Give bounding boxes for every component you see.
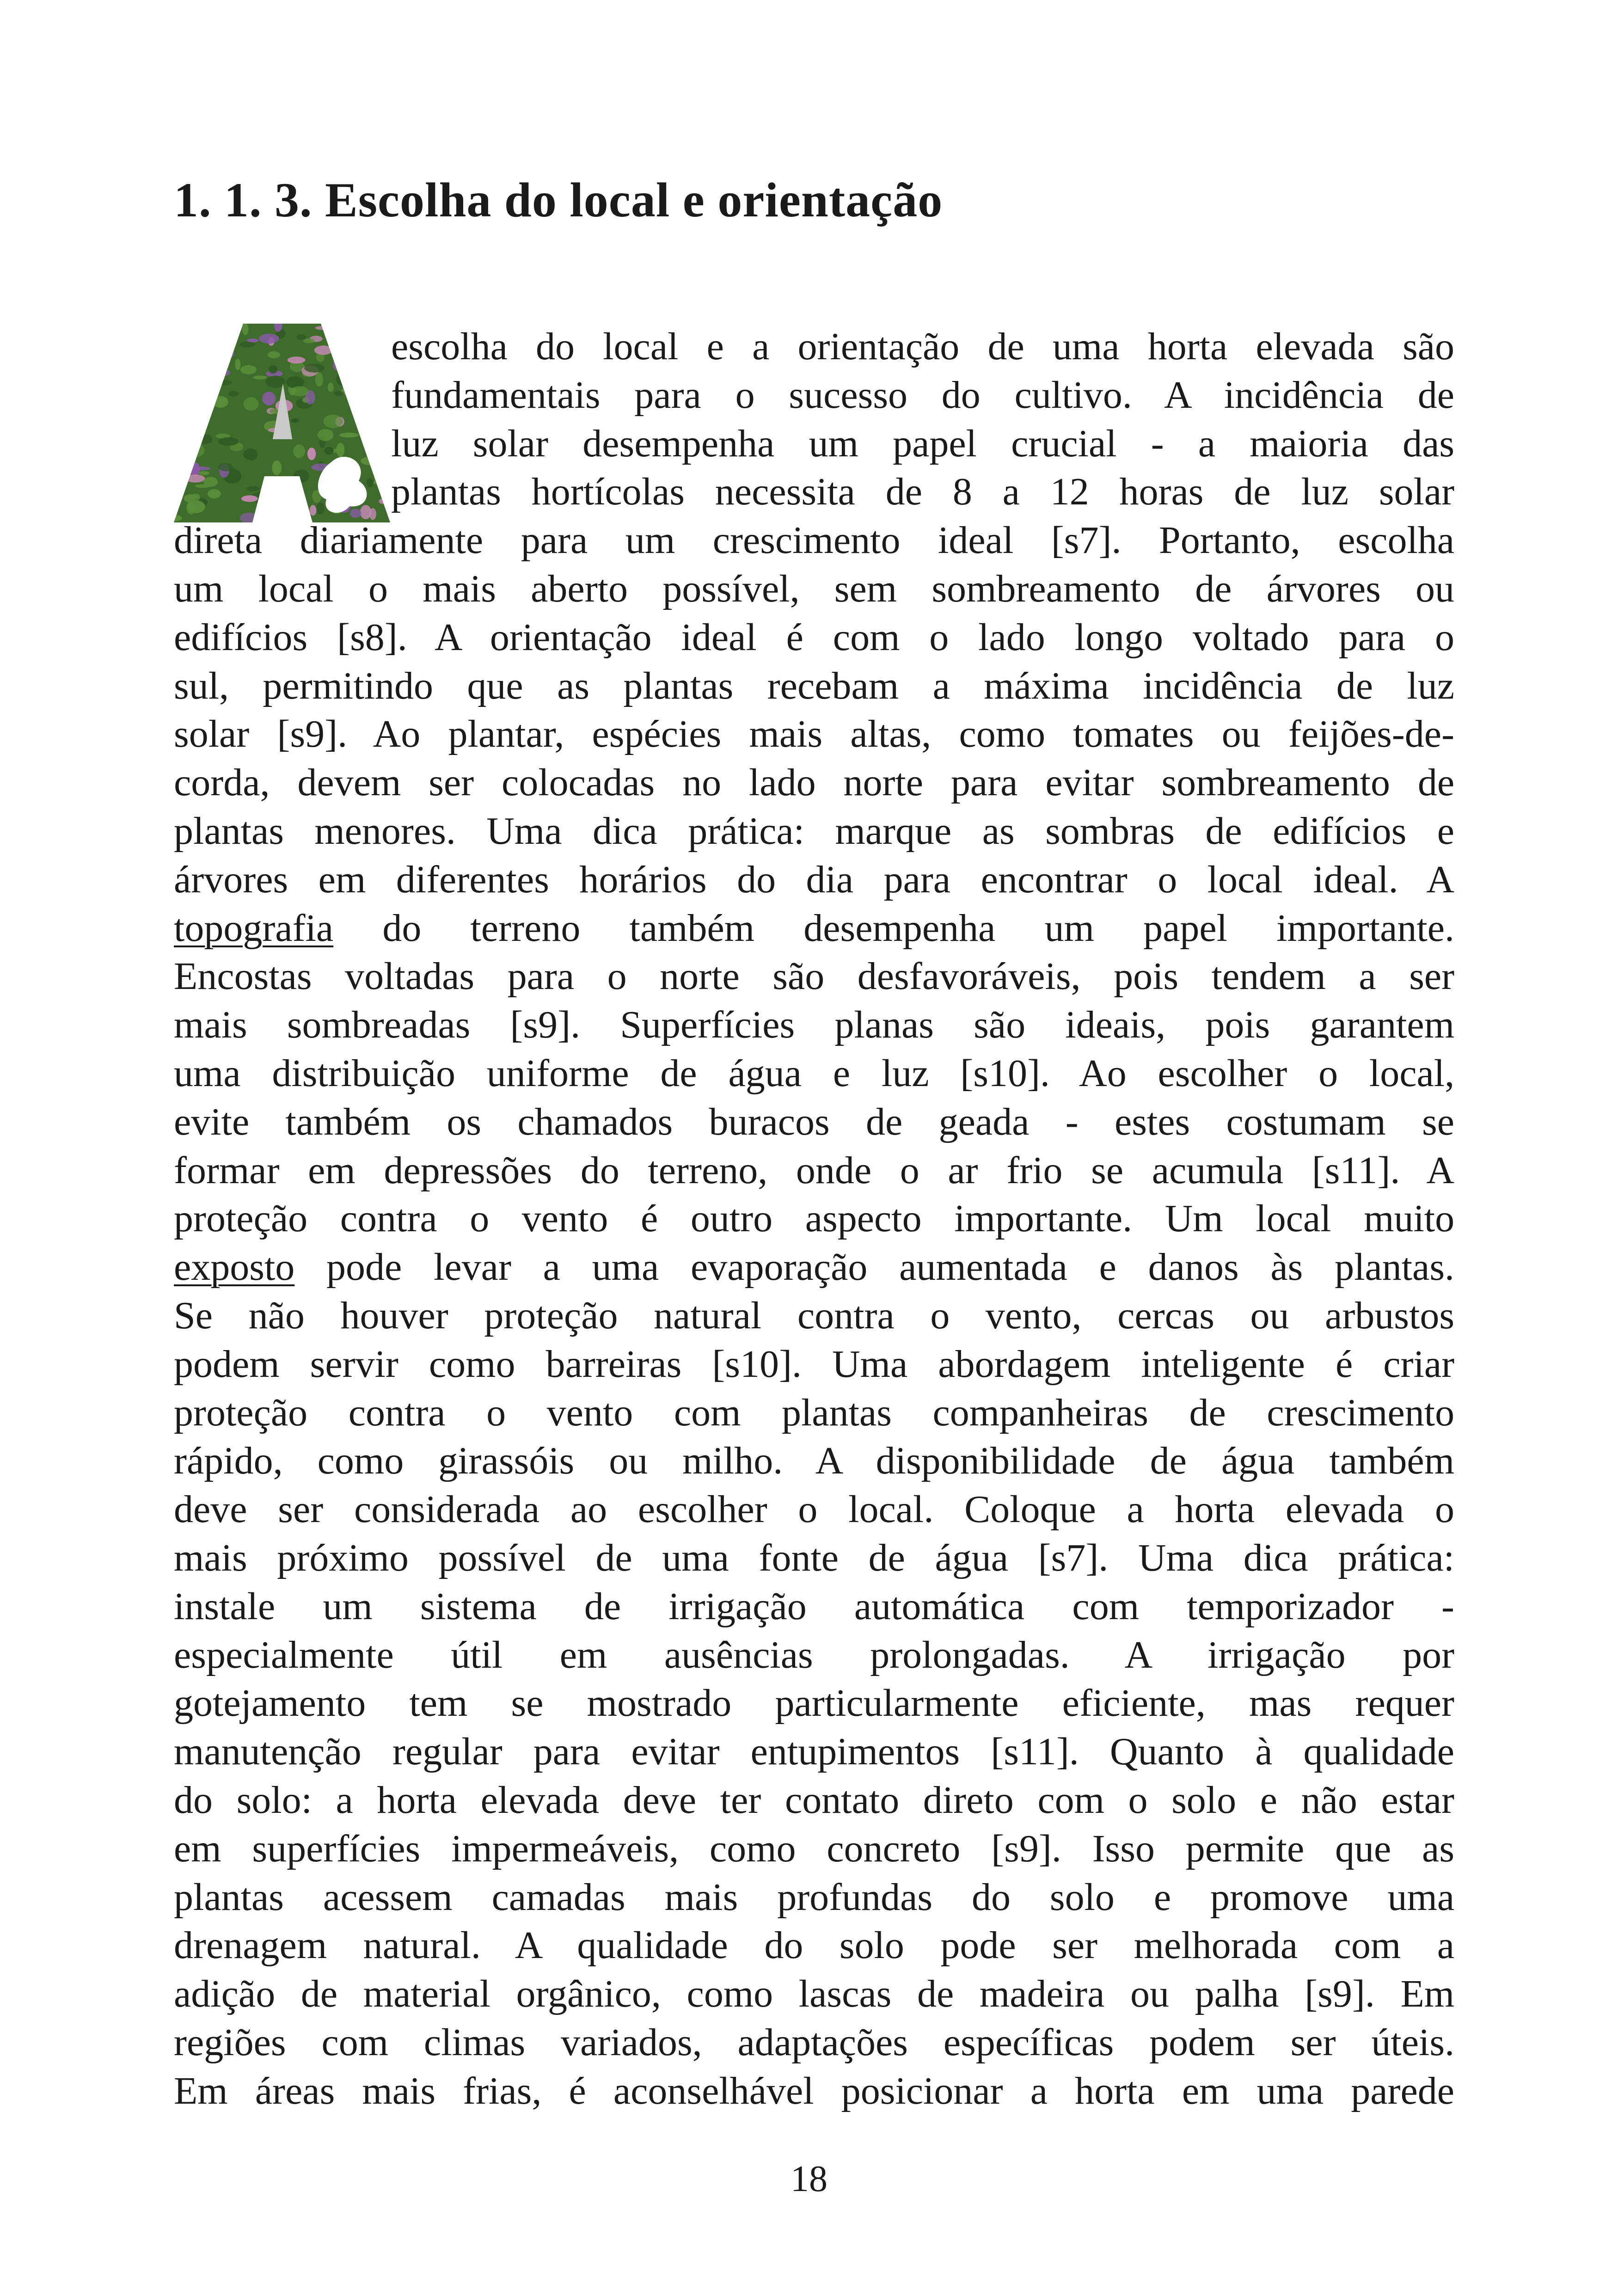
text-line: deve ser considerada ao escolher o local. Coloque a horta elevada o [174,1488,1455,1531]
text-line: um local o mais aberto possível, sem sombreamento de árvores ou [174,567,1455,610]
text-line: Encostas voltadas para o norte são desfavoráveis, pois tendem a ser [174,955,1455,998]
text-line: podem servir como barreiras [s10]. Uma abordagem inteligente é criar [174,1342,1455,1386]
text-line: Em áreas mais frias, é aconselhável posicionar a horta em uma parede [174,2069,1455,2112]
text-line: instale um sistema de irrigação automática com temporizador - [174,1584,1455,1628]
text-line: manutenção regular para evitar entupimentos [s11]. Quanto à qualidade [174,1730,1455,1774]
text-line: regiões com climas variados, adaptações específicas podem ser úteis. [174,2021,1455,2064]
page-number: 18 [791,2159,827,2199]
text-line: solar [s9]. Ao plantar, espécies mais altas, como tomates ou feijões-de- [174,712,1455,756]
glossary-link[interactable]: topografia [174,906,334,950]
text-line: direta diariamente para um crescimento ideal [s7]. Portanto, escolha [174,519,1455,562]
section-heading: 1. 1. 3. Escolha do local e orientação [174,173,943,227]
text-line: adição de material orgânico, como lascas de madeira ou palha [s9]. Em [174,1972,1455,2016]
text-line: corda, devem ser colocadas no lado norte para evitar sombreamento de [174,761,1455,804]
text-line: plantas hortícolas necessita de 8 a 12 horas de luz solar [391,470,1455,514]
text-line: proteção contra o vento é outro aspecto importante. Um local muito [174,1197,1455,1240]
text-line: em superfícies impermeáveis, como concreto [s9]. Isso permite que as [174,1827,1455,1870]
text-line: árvores em diferentes horários do dia para encontrar o local ideal. A [174,858,1455,901]
text-line: luz solar desempenha um papel crucial - a maioria das [391,422,1455,465]
text-line: uma distribuição uniforme de água e luz [s10]. Ao escolher o local, [174,1052,1455,1095]
text-line: exposto pode levar a uma evaporação aumentada e danos às plantas. [174,1246,1455,1289]
text-line: proteção contra o vento com plantas companheiras de crescimento [174,1391,1455,1434]
text-line: mais sombreadas [s9]. Superfícies planas são ideais, pois garantem [174,1003,1455,1047]
text-line: edifícios [s8]. A orientação ideal é com o lado longo voltado para o [174,615,1455,659]
text-line: do solo: a horta elevada deve ter contato direto com o solo e não estar [174,1779,1455,1822]
text-line: sul, permitindo que as plantas recebam a máxima incidência de luz [174,664,1455,707]
text-line: topografia do terreno também desempenha um papel importante. [174,906,1455,950]
text-line: escolha do local e a orientação de uma horta elevada são [391,325,1455,368]
text-line: mais próximo possível de uma fonte de água [s7]. Uma dica prática: [174,1536,1455,1579]
text-line: Se não houver proteção natural contra o vento, cercas ou arbustos [174,1294,1455,1337]
glossary-link[interactable]: exposto [174,1246,295,1289]
text-line: evite também os chamados buracos de geada - estes costumam se [174,1100,1455,1143]
text-line: drenagem natural. A qualidade do solo pode ser melhorada com a [174,1924,1455,1967]
text-line: formar em depressões do terreno, onde o ar frio se acumula [s11]. A [174,1148,1454,1192]
text-line: fundamentais para o sucesso do cultivo. A incidência de [391,373,1454,417]
text-line: especialmente útil em ausências prolongadas. A irrigação por [174,1633,1455,1676]
text-line: plantas menores. Uma dica prática: marque as sombras de edifícios e [174,810,1455,853]
text-line: plantas acessem camadas mais profundas do solo e promove uma [174,1875,1455,1919]
text-line: rápido, como girassóis ou milho. A disponibilidade de água também [174,1439,1455,1483]
floral-letter-a-icon [174,324,390,522]
text-line: gotejamento tem se mostrado particularmente eficiente, mas requer [174,1682,1454,1725]
